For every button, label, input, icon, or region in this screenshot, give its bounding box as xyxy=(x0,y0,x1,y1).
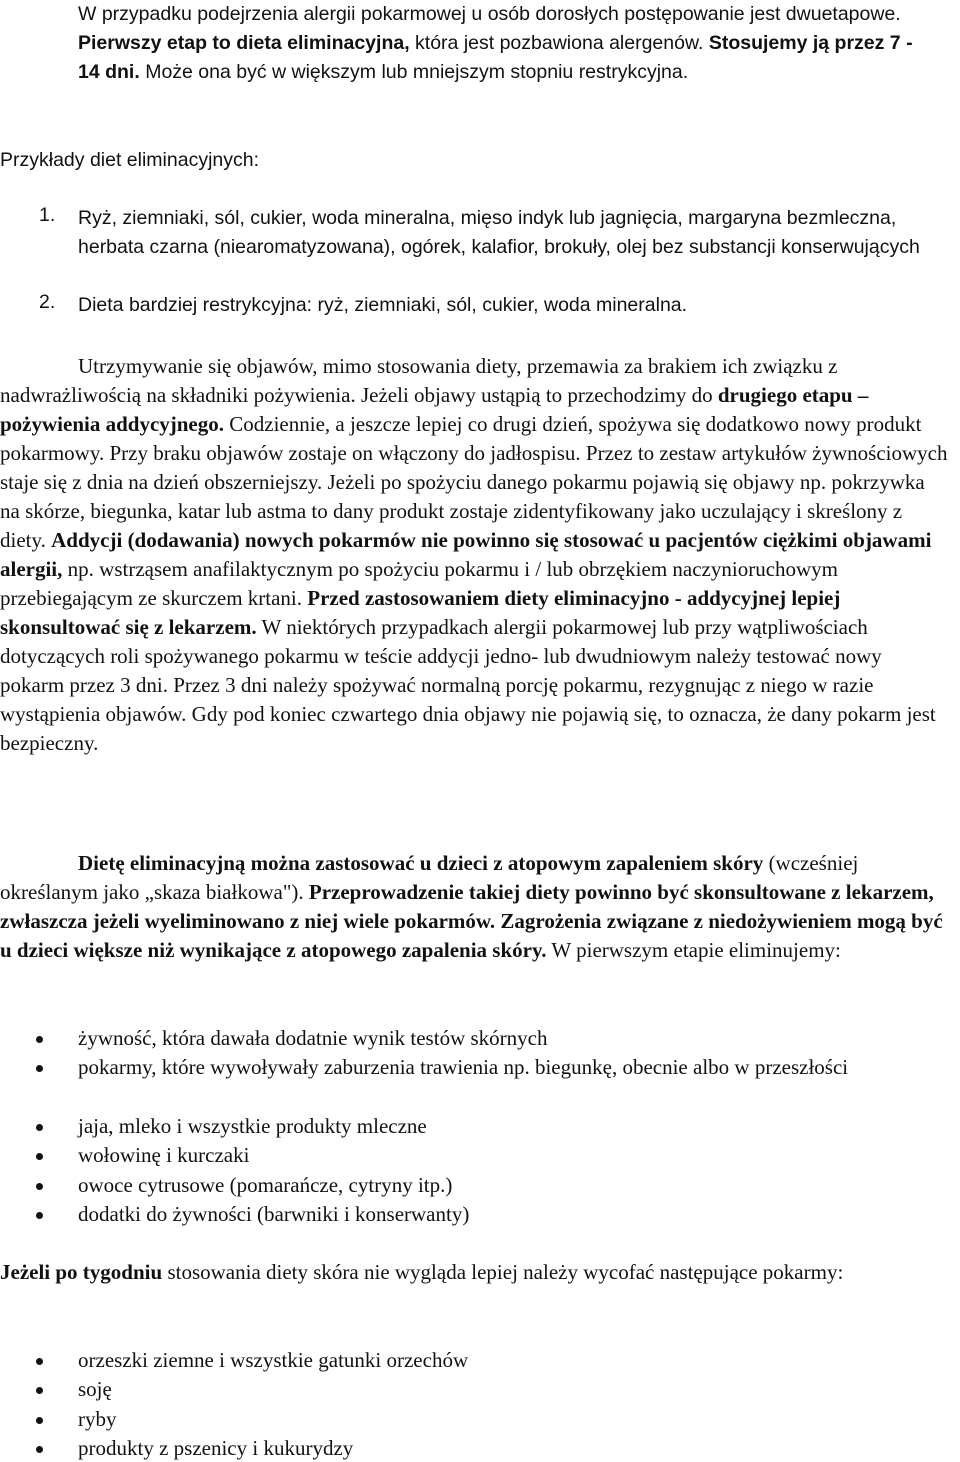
list-item-text: żywność, która dawała dodatnie wynik testów skórnych xyxy=(78,1026,548,1050)
bullet-icon xyxy=(36,1036,43,1043)
p2-bold-warning: Addycji (dodawania) nowych pokarmów nie powinno się stosować u pacjentów ciężkimi objawami alergii, xyxy=(0,528,932,581)
addition-stage-paragraph xyxy=(0,352,948,758)
list-item-text: jaja, mleko i wszystkie produkty mleczne xyxy=(78,1114,427,1138)
intro-paragraph xyxy=(78,0,918,87)
p2-text-g: W niektórych przypadkach alergii pokarmowej lub przy wątpliwościach dotyczących roli spożywanego pokarmu w teście addycji jedno- lub dwudniowym należy testować nowy pokarm przez 3 dni. Przez 3 dni należy spożywać normalną porcję pokarmu, rezygnując z niego w razie wystąpienia objawów. Gdy pod koniec czwartego dnia objawy nie pojawią się, to oznacza, że dany pokarm jest bezpieczny. xyxy=(0,615,936,755)
list-item-text: owoce cytrusowe (pomarańcze, cytryny itp.) xyxy=(78,1173,453,1197)
diet-example-text: Ryż, ziemniaki, sól, cukier, woda mineralna, mięso indyk lub jagnięcia, margaryna bezmleczna, herbata czarna (niearomatyzowana), ogórek, kalafior, brokuły, olej bez substancji konserwujących xyxy=(78,207,920,258)
list-item-text: orzeszki ziemne i wszystkie gatunki orzechów xyxy=(78,1348,469,1372)
bullet-icon xyxy=(36,1183,43,1190)
list-item-text: wołowinę i kurczaki xyxy=(78,1143,250,1167)
p2-text-c: Codziennie, a jeszcze lepiej co drugi dzień, spożywa się dodatkowo nowy produkt pokarmowy. Przy braku objawów zostaje on włączony do jadłospisu. Przez to zestaw artykułów żywnościowych staje się z dnia na dzień obszerniejszy. Jeżeli po spożyciu danego pokarmu pojawią się objawy np. pokrzywka na skórze, biegunka, katar lub astma to dany produkt zostaje zidentyfikowany jako uczulający i skreślony z diety. xyxy=(0,412,948,552)
bullet-icon xyxy=(36,1065,43,1072)
list-item-text: pokarmy, które wywoływały zaburzenia trawienia np. biegunkę, obecnie albo w przeszłości xyxy=(78,1055,849,1079)
after-week-paragraph xyxy=(0,1258,948,1287)
bullet-icon xyxy=(36,1446,43,1453)
intro-sentence-1: W przypadku podejrzenia alergii pokarmowej u osób dorosłych postępowanie jest dwuetapowe. xyxy=(78,3,901,25)
p3-text-b: (wcześniej określanym jako „skaza białkowa"). xyxy=(0,851,859,904)
intro-sentence-3: która jest pozbawiona alergenów. xyxy=(415,32,704,54)
bullet-icon xyxy=(36,1153,43,1160)
list-item-text: ryby xyxy=(78,1407,117,1431)
p2-bold-consult: Przed zastosowaniem diety eliminacyjno - addycyjnej lepiej skonsultować się z lekarzem. xyxy=(0,586,841,639)
p3-text-d: W pierwszym etapie eliminujemy: xyxy=(551,938,841,962)
examples-heading: Przykłady diet eliminacyjnych: xyxy=(0,149,260,171)
p2-bold-second-stage: drugiego etapu – pożywienia addycyjnego. xyxy=(0,383,869,436)
intro-bold-first-stage: Pierwszy etap to dieta eliminacyjna, xyxy=(78,32,410,54)
list-item-text: soję xyxy=(78,1377,112,1401)
p3-bold-children: Dietę eliminacyjną można zastosować u dzieci z atopowym zapaleniem skóry xyxy=(78,851,764,875)
list-number: 2. xyxy=(39,291,56,313)
list-number: 1. xyxy=(39,204,56,226)
diet-example-text: Dieta bardziej restrykcyjna: ryż, ziemniaki, sól, cukier, woda mineralna. xyxy=(78,294,688,316)
bullet-icon xyxy=(36,1124,43,1131)
intro-sentence-5: Może ona być w większym lub mniejszym stopniu restrykcyjna. xyxy=(145,61,689,83)
children-diet-paragraph xyxy=(0,849,948,965)
bullet-icon xyxy=(36,1358,43,1365)
p4-text-b: stosowania diety skóra nie wygląda lepiej należy wycofać następujące pokarmy: xyxy=(167,1260,844,1284)
p2-text-a: Utrzymywanie się objawów, mimo stosowania diety, przemawia za brakiem ich związku z nadwrażliwością na składniki pożywienia. Jeżeli objawy ustąpią to przechodzimy do xyxy=(0,354,838,407)
bullet-icon xyxy=(36,1212,43,1219)
p2-text-e: np. wstrząsem anafilaktycznym po spożyciu pokarmu i / lub obrzękiem naczynioruchowym przebiegającym ze skurczem krtani. xyxy=(0,557,839,610)
p3-bold-consult: Przeprowadzenie takiej diety powinno być skonsultowane z lekarzem, zwłaszcza jeżeli wyeliminowano z niej wiele pokarmów. Zagrożenia związane z niedożywieniem mogą być u dzieci większe niż wynikające z atopowego zapalenia skóry. xyxy=(0,880,943,962)
list-item-text: produkty z pszenicy i kukurydzy xyxy=(78,1436,354,1460)
intro-bold-duration: Stosujemy ją przez 7 - 14 dni. xyxy=(78,32,913,83)
list-item-text: dodatki do żywności (barwniki i konserwanty) xyxy=(78,1202,470,1226)
bullet-icon xyxy=(36,1387,43,1394)
bullet-icon xyxy=(36,1417,43,1424)
p4-bold-after-week: Jeżeli po tygodniu xyxy=(0,1260,163,1284)
